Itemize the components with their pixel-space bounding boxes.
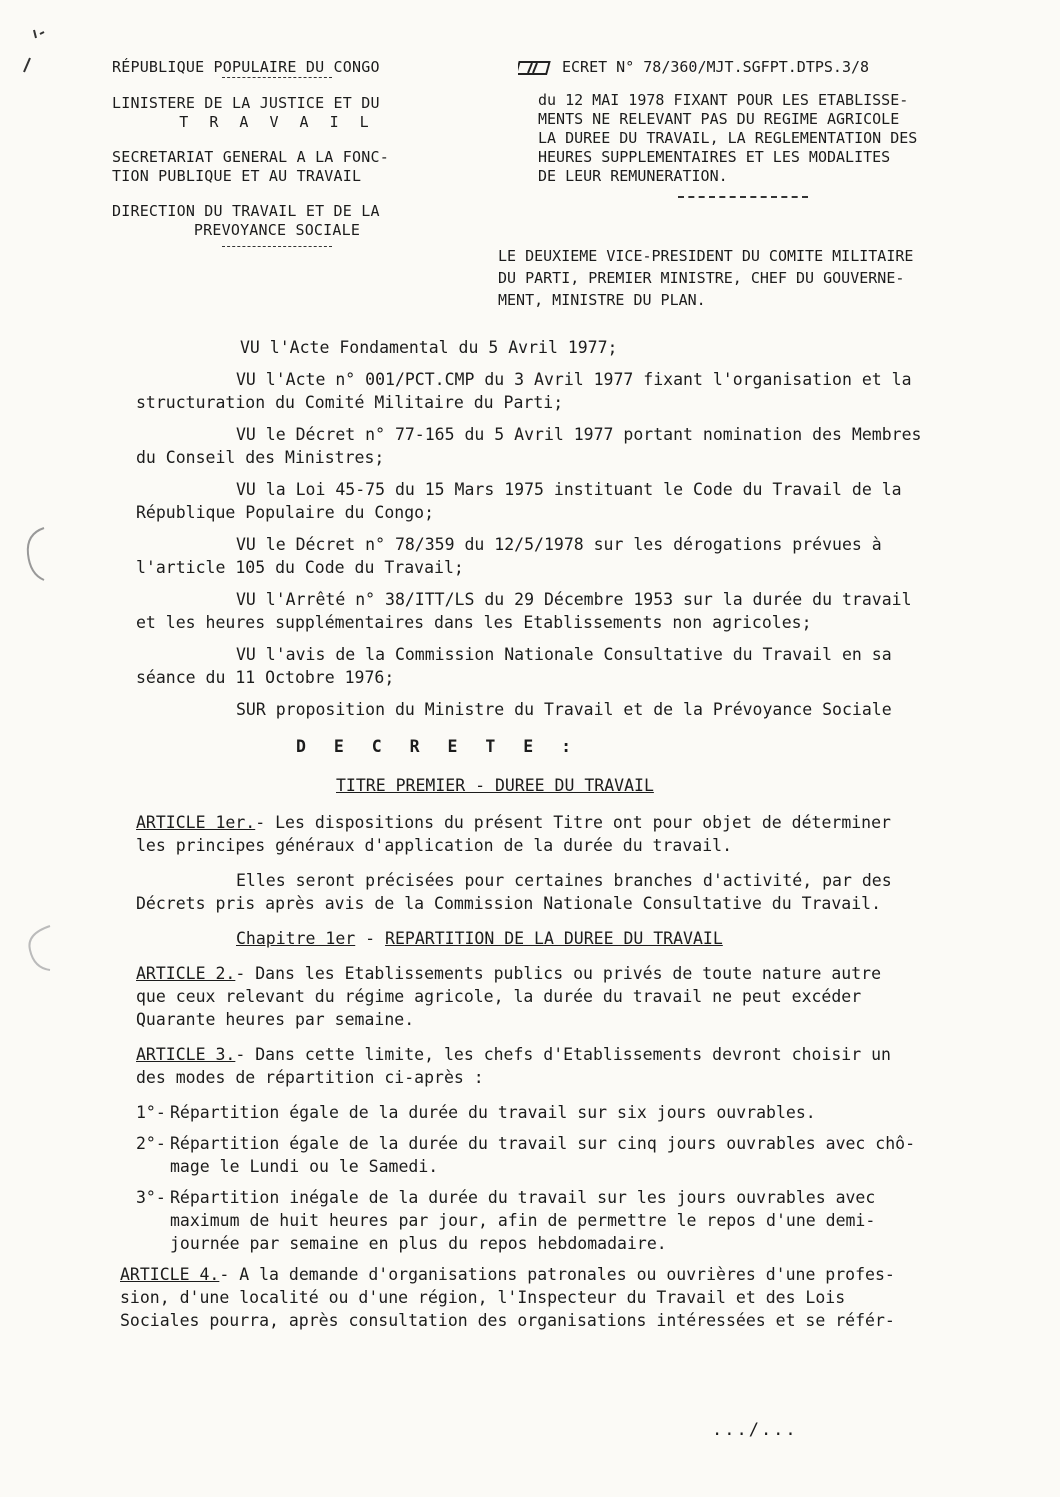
item-number: 1°- — [136, 1103, 166, 1122]
article-text: Sociales pourra, après consultation des organisations intéressées et se référ- — [120, 1311, 895, 1330]
visa-clause — [136, 478, 966, 524]
visa-line: l'article 105 du Code du Travail; — [136, 558, 464, 577]
item-text: Répartition égale de la durée du travail sur cinq jours ouvrables avec chô- — [170, 1134, 916, 1153]
decree-reference: ECRET N° 78/360/MJT.SGFPT.DTPS.3/8 — [562, 58, 870, 76]
visa-line: République Populaire du Congo; — [136, 503, 435, 522]
article-text: Elles seront précisées pour certaines branches d'activité, par des — [236, 871, 892, 890]
visa-line: VU la Loi 45-75 du 15 Mars 1975 instituant le Code du Travail de la — [236, 480, 902, 499]
item-number: 2°- — [136, 1134, 166, 1153]
article-1 — [136, 811, 966, 857]
article-3 — [136, 1043, 966, 1089]
chapter-sep: - — [355, 929, 386, 948]
visa-clause — [136, 336, 966, 359]
list-item — [136, 1101, 966, 1124]
visa-line: VU le Décret n° 77-165 du 5 Avril 1977 portant nomination des Membres — [236, 425, 922, 444]
article-2 — [136, 962, 966, 1031]
visa-clause — [136, 588, 966, 634]
signatory-line: MENT, MINISTRE DU PLAN. — [498, 291, 706, 309]
list-item — [136, 1132, 966, 1178]
decree-title-block — [518, 58, 988, 198]
ministry-name: LINISTERE DE LA JUSTICE ET DU — [112, 94, 380, 112]
item-number: 3°- — [136, 1188, 166, 1207]
divider — [222, 246, 332, 247]
title-heading: TITRE PREMIER - DUREE DU TRAVAIL — [336, 776, 654, 795]
article-text: que ceux relevant du régime agricole, la durée du travail ne peut excéder — [136, 987, 862, 1006]
signatory-line: DU PARTI, PREMIER MINISTRE, CHEF DU GOUVERNE- — [498, 269, 905, 287]
direction-name-cont: PREVOYANCE SOCIALE — [193, 221, 361, 239]
article-text: - A la demande d'organisations patronales ou ouvrières d'une profes- — [219, 1265, 895, 1284]
scan-mark-icon — [20, 28, 50, 78]
chapter-label: Chapitre 1er — [236, 929, 356, 948]
issuing-authority-block — [112, 58, 442, 263]
decree-subject-line: MENTS NE RELEVANT PAS DU REGIME AGRICOLE — [538, 110, 900, 128]
visa-clause — [136, 368, 966, 414]
chapter-heading — [236, 927, 966, 950]
secretariat-name: SECRETARIAT GENERAL A LA FONC- — [112, 148, 389, 166]
punch-hole-icon — [18, 524, 48, 584]
article-text: - Les dispositions du présent Titre ont pour objet de déterminer — [255, 813, 891, 832]
proposal-clause — [136, 698, 966, 721]
visa-clause — [136, 533, 966, 579]
article-text: Décrets pris après avis de la Commission Nationale Consultative du Travail. — [136, 894, 882, 913]
visa-line: VU l'Arrêté n° 38/ITT/LS du 29 Décembre 1953 sur la durée du travail — [236, 590, 912, 609]
article-label: ARTICLE 1er. — [136, 813, 256, 832]
repartition-list — [136, 1101, 966, 1255]
decree-subject-line: HEURES SUPPLEMENTAIRES ET LES MODALITES — [538, 148, 891, 166]
decree-subject — [518, 91, 988, 186]
article-text: sion, d'une localité ou d'une région, l'Inspecteur du Travail et des Lois — [120, 1288, 846, 1307]
republic-name: RÉPUBLIQUE POPULAIRE DU CONGO — [112, 58, 380, 76]
ministry-name-cont: T R A V A I L — [179, 113, 375, 131]
direction-name: DIRECTION DU TRAVAIL ET DE LA — [112, 202, 380, 220]
article-4 — [120, 1263, 966, 1332]
decree-subject-line: du 12 MAI 1978 FIXANT POUR LES ETABLISSE- — [538, 91, 909, 109]
visa-line: et les heures supplémentaires dans les Etablissements non agricoles; — [136, 613, 812, 632]
visa-line: VU le Décret n° 78/359 du 12/5/1978 sur les dérogations prévues à — [236, 535, 882, 554]
list-item — [136, 1186, 966, 1255]
visa-clause — [136, 643, 966, 689]
decree-subject-line: LA DUREE DU TRAVAIL, LA REGLEMENTATION DES — [538, 129, 918, 147]
visa-line: VU l'avis de la Commission Nationale Consultative du Travail en sa — [236, 645, 892, 664]
article-text: - Dans les Etablissements publics ou privés de toute nature autre — [235, 964, 882, 983]
article-text: Quarante heures par semaine. — [136, 1010, 415, 1029]
proposal-line: SUR proposition du Ministre du Travail et de la Prévoyance Sociale — [236, 700, 892, 719]
divider — [678, 196, 808, 198]
visa-line: du Conseil des Ministres; — [136, 448, 385, 467]
article-label: ARTICLE 3. — [136, 1045, 236, 1064]
divider — [222, 77, 332, 78]
visa-line: VU l'Acte n° 001/PCT.CMP du 3 Avril 1977 fixant l'organisation et la — [236, 370, 912, 389]
signatory-line: LE DEUXIEME VICE-PRESIDENT DU COMITE MILITAIRE — [498, 247, 914, 265]
item-text: mage le Lundi ou le Samedi. — [170, 1157, 439, 1176]
secretariat-name-cont: TION PUBLIQUE ET AU TRAVAIL — [112, 167, 362, 185]
article-text: des modes de répartition ci-après : — [136, 1068, 484, 1087]
article-1-paragraph — [136, 869, 966, 915]
item-text: Répartition égale de la durée du travail sur six jours ouvrables. — [170, 1103, 816, 1122]
item-text: journée par semaine en plus du repos hebdomadaire. — [170, 1234, 667, 1253]
signatory-title — [498, 245, 988, 311]
visa-line: structuration du Comité Militaire du Parti; — [136, 393, 564, 412]
visa-line: VU l'Acte Fondamental du 5 Avril 1977; — [240, 338, 618, 357]
decree-body — [120, 336, 966, 1344]
visa-line: séance du 11 Octobre 1976; — [136, 668, 395, 687]
chapter-title: REPARTITION DE LA DUREE DU TRAVAIL — [385, 929, 723, 948]
article-label: ARTICLE 4. — [120, 1265, 220, 1284]
article-text: les principes généraux d'application de la durée du travail. — [136, 836, 733, 855]
stamp-icon — [518, 60, 552, 76]
article-label: ARTICLE 2. — [136, 964, 236, 983]
punch-hole-icon — [20, 922, 54, 974]
continuation-mark: .../... — [712, 1420, 798, 1440]
visa-clause — [136, 423, 966, 469]
item-text: maximum de huit heures par jour, afin de permettre le repos d'une demi- — [170, 1211, 876, 1230]
decree-subject-line: DE LEUR REMUNERATION. — [538, 167, 728, 185]
article-text: - Dans cette limite, les chefs d'Etablissements devront choisir un — [235, 1045, 891, 1064]
decrete-heading: D E C R E T E : — [296, 737, 581, 756]
item-text: Répartition inégale de la durée du travail sur les jours ouvrables avec — [170, 1188, 876, 1207]
